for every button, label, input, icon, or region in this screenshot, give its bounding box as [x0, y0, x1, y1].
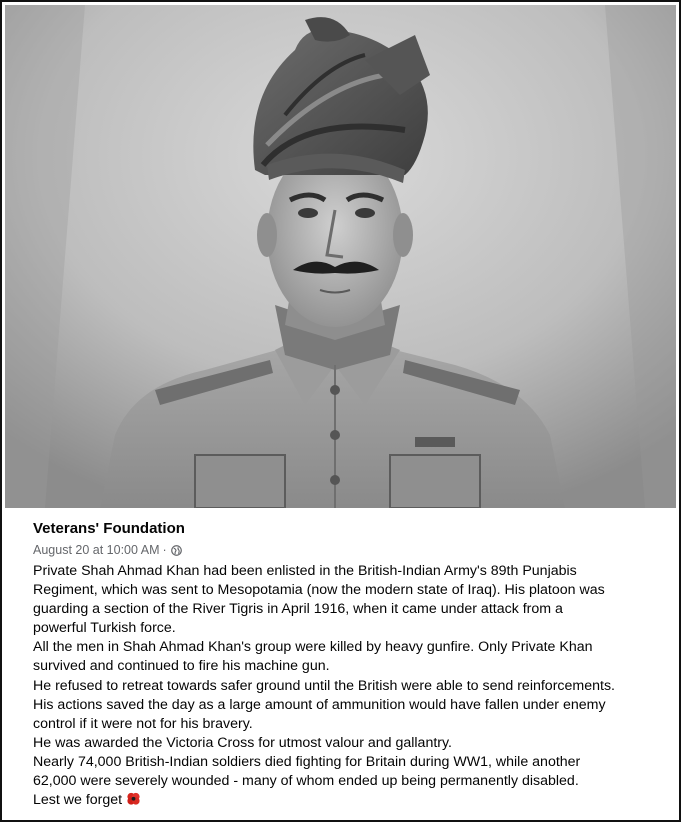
post-text-line-closing [33, 791, 673, 810]
meta-separator: · [162, 543, 167, 557]
poppy-icon [126, 791, 141, 806]
post-text-line: Nearly 74,000 British-Indian soldiers died fighting for Britain during WW1, while another [33, 753, 581, 770]
post-text-line: guarding a section of the River Tigris in April 1916, when it came under attack from a [33, 601, 563, 618]
post-meta [33, 543, 182, 557]
post-timestamp[interactable]: August 20 at 10:00 AM [33, 543, 160, 557]
post-text-line: All the men in Shah Ahmad Khan's group were killed by heavy gunfire. Only Private Khan [33, 639, 593, 656]
post-body [5, 508, 676, 817]
post-text-line: survived and continued to fire his machine gun. [33, 658, 330, 675]
closing-text: Lest we forget [33, 792, 123, 809]
post-text-line: powerful Turkish force. [33, 620, 176, 637]
post-text-line: control if it were not for his bravery. [33, 715, 253, 732]
post-text-line: Regiment, which was sent to Mesopotamia (now the modern state of Iraq). His platoon was [33, 582, 605, 599]
post-text-line: He was awarded the Victoria Cross for utmost valour and gallantry. [33, 734, 452, 751]
post-text [33, 562, 673, 810]
author-name[interactable]: Veterans' Foundation [33, 520, 185, 537]
soldier-portrait [5, 5, 676, 508]
post-text-line: His actions saved the day as a large amount of ammunition would have fallen under enemy [33, 696, 606, 713]
globe-icon[interactable] [171, 545, 182, 556]
post-text-line: He refused to retreat towards safer ground until the British were able to send reinforcements. [33, 677, 615, 694]
post-text-line: 62,000 were severely wounded - many of whom ended up being permanently disabled. [33, 773, 579, 790]
post-text-line: Private Shah Ahmad Khan had been enlisted in the British-Indian Army's 89th Punjabis [33, 563, 577, 579]
post-photo[interactable] [5, 5, 676, 508]
